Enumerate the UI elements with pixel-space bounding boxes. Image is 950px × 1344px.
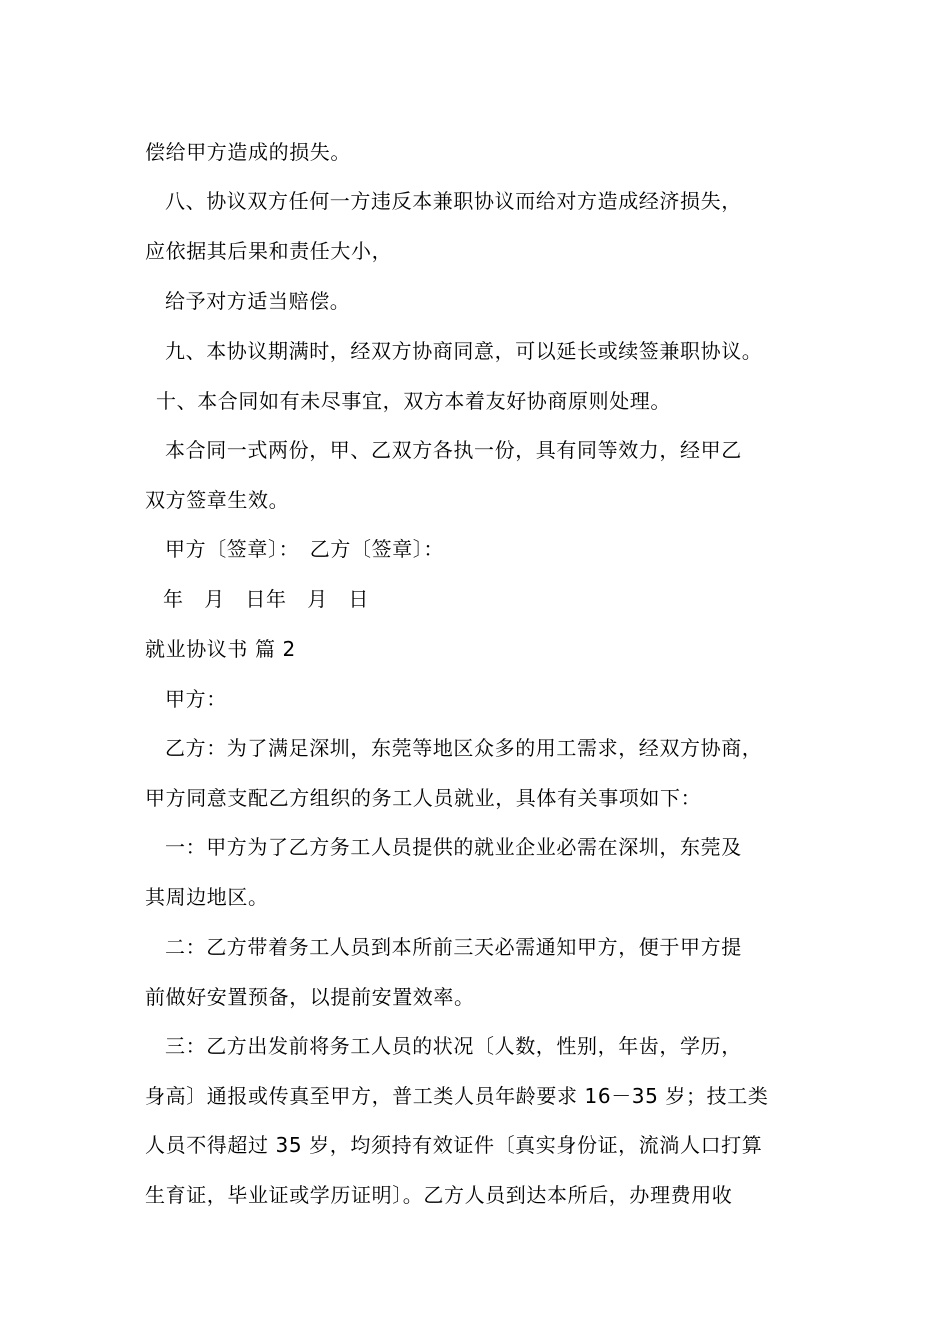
text-line: 三：乙方出发前将务工人员的状况〔人数，性别，年齿，学历， — [165, 1034, 742, 1058]
text-line: 双方签章生效。 — [145, 488, 290, 512]
text-line: 十、本合同如有未尽事宜，双方本着友好协商原则处理。 — [156, 389, 671, 413]
text-line: 甲方： — [165, 687, 227, 711]
text-line: 甲方同意支配乙方组织的务工人员就业，具体有关事项如下： — [145, 786, 702, 810]
section-heading: 就业协议书 篇 2 — [145, 637, 296, 661]
text-line: 一：甲方为了乙方务工人员提供的就业企业必需在深圳，东莞及 — [165, 835, 742, 859]
text-line: 给予对方适当赔偿。 — [165, 289, 351, 313]
text-line: 其周边地区。 — [145, 885, 269, 909]
text-line: 人员不得超过 35 岁，均须持有效证件〔真实身份证，流淌人口打算 — [145, 1133, 763, 1157]
date-line: 年 月 日年 月 日 — [163, 587, 369, 611]
text-line: 二：乙方带着务工人员到本所前三天必需通知甲方，便于甲方提 — [165, 935, 742, 959]
text-line: 九、本协议期满时，经双方协商同意，可以延长或续签兼职协议。 — [165, 339, 763, 363]
text-line: 身高〕通报或传真至甲方，普工类人员年龄要求 16－35 岁；技工类 — [145, 1084, 769, 1108]
text-line: 乙方：为了满足深圳，东莞等地区众多的用工需求，经双方协商， — [165, 736, 763, 760]
text-line: 前做好安置预备，以提前安置效率。 — [145, 985, 475, 1009]
signature-line: 甲方〔签章〕： 乙方〔签章〕： — [165, 537, 444, 561]
text-line: 本合同一式两份，甲、乙双方各执一份，具有同等效力，经甲乙 — [165, 438, 742, 462]
text-line: 生育证，毕业证或学历证明〕。乙方人员到达本所后，办理费用收 — [145, 1183, 733, 1207]
text-line: 应依据其后果和责任大小， — [145, 239, 393, 263]
text-line: 八、协议双方任何一方违反本兼职协议而给对方造成经济损失， — [165, 189, 742, 213]
text-line: 偿给甲方造成的损失。 — [145, 140, 351, 164]
